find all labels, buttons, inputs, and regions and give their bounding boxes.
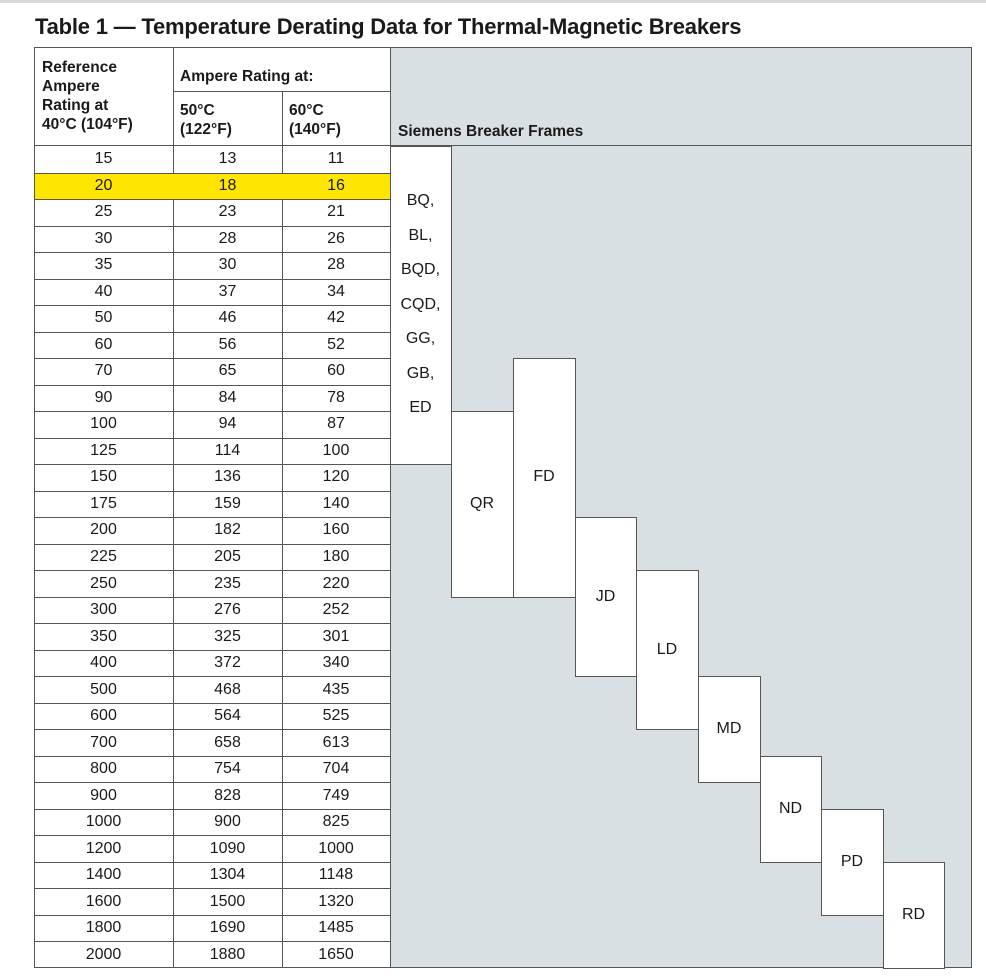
rating-60c-cell: 1148 bbox=[318, 866, 354, 884]
c50-header-line-2: (122°F) bbox=[180, 121, 232, 138]
bottom-border bbox=[34, 967, 972, 968]
ampere-rating-at-header: Ampere Rating at: bbox=[180, 68, 314, 85]
c60-header bbox=[289, 101, 384, 139]
rating-50c-cell: 1500 bbox=[209, 892, 246, 910]
right-border bbox=[971, 47, 972, 968]
row-rule bbox=[34, 438, 391, 439]
row-rule bbox=[34, 279, 391, 280]
rating-50c-cell: 159 bbox=[214, 494, 241, 512]
rating-60c-cell: 1485 bbox=[318, 919, 354, 937]
frame-label-line: JD bbox=[595, 587, 616, 605]
rating-50c-cell: 754 bbox=[214, 760, 241, 778]
rating-60c-cell: 120 bbox=[322, 468, 350, 486]
ref-rating-cell: 1400 bbox=[85, 866, 122, 884]
frame-label bbox=[390, 184, 451, 426]
rating-50c-cell: 1880 bbox=[209, 945, 246, 963]
rating-60c-cell: 42 bbox=[327, 309, 345, 327]
ref-rating-cell: 500 bbox=[90, 680, 117, 698]
ref-rating-cell: 40 bbox=[94, 282, 113, 300]
rating-60c-cell: 60 bbox=[327, 362, 345, 380]
row-rule bbox=[34, 941, 391, 942]
row-rule bbox=[34, 544, 391, 545]
rating-50c-cell: 56 bbox=[218, 335, 237, 353]
ref-rating-cell: 225 bbox=[90, 548, 117, 565]
c60-header-line-2: (140°F) bbox=[289, 121, 341, 138]
rating-60c-cell: 340 bbox=[322, 654, 350, 672]
rating-60c-cell: 613 bbox=[322, 733, 350, 751]
frame-label bbox=[760, 800, 821, 818]
row-rule bbox=[34, 676, 391, 677]
ref-rating-cell: 1600 bbox=[85, 892, 122, 910]
row-rule bbox=[34, 491, 391, 492]
rating-60c-cell: 26 bbox=[327, 229, 345, 247]
frame-label-line: ED bbox=[409, 399, 432, 417]
row-rule bbox=[34, 623, 391, 624]
c50-header-line-1: 50°C bbox=[180, 102, 215, 119]
frame-label-line: QR bbox=[470, 494, 494, 512]
ref-rating-cell: 600 bbox=[90, 707, 117, 725]
frame-label-line: BL, bbox=[408, 226, 433, 244]
ref-rating-cell: 200 bbox=[90, 521, 117, 539]
frame-label-line: ND bbox=[778, 799, 803, 817]
rating-60c-cell: 525 bbox=[322, 707, 350, 725]
row-rule bbox=[34, 835, 391, 836]
row-rule bbox=[34, 332, 391, 333]
frame-label-line: RD bbox=[901, 905, 926, 923]
ref-rating-cell: 60 bbox=[94, 335, 113, 353]
rating-60c-cell: 1000 bbox=[318, 839, 354, 857]
rating-60c-cell: 252 bbox=[322, 601, 350, 619]
ref-rating-cell: 1800 bbox=[85, 919, 122, 937]
frame-label bbox=[575, 588, 636, 606]
frame-label-line: GB, bbox=[406, 364, 435, 382]
rating-60c-cell: 11 bbox=[327, 150, 345, 168]
frame-label bbox=[636, 641, 698, 659]
ref-rating-cell: 150 bbox=[90, 468, 117, 486]
frame-label bbox=[698, 720, 760, 738]
rating-60c-cell: 87 bbox=[327, 415, 345, 433]
row-rule bbox=[34, 756, 391, 757]
rating-50c-cell: 94 bbox=[218, 415, 237, 433]
ref-rating-cell: 900 bbox=[90, 786, 117, 804]
row-rule bbox=[34, 173, 391, 174]
row-rule bbox=[34, 464, 391, 465]
ref-rating-cell: 400 bbox=[90, 654, 117, 672]
frame-label-line: BQD, bbox=[400, 261, 441, 279]
frame-label-line: LD bbox=[656, 640, 678, 658]
header-bottom-rule bbox=[34, 145, 972, 146]
ref-rating-cell: 700 bbox=[90, 733, 117, 751]
frame-label-line: BQ, bbox=[406, 192, 435, 210]
rating-50c-cell: 325 bbox=[214, 627, 241, 645]
ref-rating-cell: 125 bbox=[90, 441, 117, 459]
rating-50c-cell: 235 bbox=[214, 574, 241, 592]
rating-50c-cell: 13 bbox=[218, 150, 237, 168]
frame-label-line: CQD, bbox=[400, 295, 441, 313]
rating-60c-cell: 52 bbox=[327, 335, 345, 353]
rating-60c-cell: 21 bbox=[327, 203, 345, 221]
rating-60c-cell: 16 bbox=[327, 176, 345, 194]
row-rule bbox=[34, 888, 391, 889]
ref-rating-cell: 1200 bbox=[85, 839, 122, 857]
rating-50c-cell: 136 bbox=[214, 468, 241, 486]
ref-rating-cell: 100 bbox=[90, 415, 117, 433]
ref-rating-cell: 350 bbox=[90, 627, 117, 645]
ref-header-line-3: Rating at bbox=[42, 97, 109, 114]
ref-rating-cell: 35 bbox=[94, 256, 113, 274]
ref-rating-cell: 1000 bbox=[85, 813, 122, 831]
rating-50c-cell: 84 bbox=[218, 388, 237, 406]
c50-header bbox=[180, 101, 275, 139]
ref-rating-cell: 25 bbox=[94, 203, 113, 221]
rating-60c-cell: 749 bbox=[322, 786, 350, 804]
rating-50c-cell: 1690 bbox=[209, 919, 246, 937]
rating-60c-cell: 140 bbox=[322, 494, 350, 512]
rating-50c-cell: 46 bbox=[218, 309, 237, 327]
ref-rating-cell: 30 bbox=[94, 229, 113, 247]
ref-rating-cell: 300 bbox=[90, 601, 117, 619]
rating-60c-cell: 1650 bbox=[318, 945, 354, 963]
rating-60c-cell: 28 bbox=[327, 256, 345, 274]
c60-header-line-1: 60°C bbox=[289, 102, 324, 119]
frame-label bbox=[513, 468, 575, 486]
rating-60c-cell: 100 bbox=[322, 441, 350, 459]
rating-50c-cell: 37 bbox=[218, 282, 237, 300]
ref-rating-cell: 175 bbox=[90, 494, 117, 512]
frame-label-line: GG, bbox=[405, 330, 436, 348]
rating-50c-cell: 205 bbox=[214, 548, 241, 565]
row-rule bbox=[34, 252, 391, 253]
row-rule bbox=[34, 597, 391, 598]
row-rule bbox=[34, 862, 391, 863]
ref-rating-cell: 250 bbox=[90, 574, 117, 592]
row-rule bbox=[34, 385, 391, 386]
frame-label-line: FD bbox=[533, 468, 555, 486]
rating-50c-cell: 18 bbox=[218, 176, 237, 194]
rating-60c-cell: 704 bbox=[322, 760, 350, 778]
header-top-rule bbox=[34, 47, 972, 48]
rating-50c-cell: 658 bbox=[214, 733, 241, 751]
row-rule bbox=[34, 729, 391, 730]
row-rule bbox=[34, 570, 391, 571]
ref-header-line-1: Reference bbox=[42, 59, 117, 76]
row-rule bbox=[34, 226, 391, 227]
rating-60c-cell: 220 bbox=[322, 574, 350, 592]
rating-60c-cell: 160 bbox=[322, 521, 350, 539]
rating-50c-cell: 182 bbox=[214, 521, 241, 539]
frame-label-line: MD bbox=[716, 720, 742, 738]
row-rule bbox=[34, 199, 391, 200]
row-rule bbox=[34, 358, 391, 359]
rating-60c-cell: 78 bbox=[327, 388, 345, 406]
frames-header: Siemens Breaker Frames bbox=[398, 123, 584, 140]
ref-col-header bbox=[42, 58, 167, 134]
ref-rating-cell: 50 bbox=[94, 309, 113, 327]
rating-60c-cell: 1320 bbox=[318, 892, 354, 910]
row-rule bbox=[34, 915, 391, 916]
rating-50c-cell: 372 bbox=[214, 654, 241, 672]
ref-header-line-2: Ampere bbox=[42, 78, 100, 95]
rating-50c-cell: 30 bbox=[218, 256, 237, 274]
row-rule bbox=[34, 305, 391, 306]
ref-rating-cell: 20 bbox=[94, 176, 113, 194]
row-rule bbox=[34, 411, 391, 412]
rating-60c-cell: 180 bbox=[322, 548, 350, 565]
rating-50c-cell: 28 bbox=[218, 229, 237, 247]
rating-50c-cell: 114 bbox=[214, 441, 241, 459]
rating-60c-cell: 34 bbox=[327, 282, 345, 300]
rating-60c-cell: 435 bbox=[322, 680, 350, 698]
rating-50c-cell: 1090 bbox=[209, 839, 246, 857]
frame-label bbox=[883, 906, 944, 924]
row-rule bbox=[34, 703, 391, 704]
row-rule bbox=[34, 782, 391, 783]
frame-label bbox=[451, 495, 513, 513]
rating-50c-cell: 1304 bbox=[209, 866, 246, 884]
rating-50c-cell: 276 bbox=[214, 601, 241, 619]
ref-rating-cell: 15 bbox=[94, 150, 113, 168]
row-rule bbox=[34, 517, 391, 518]
rating-50c-cell: 65 bbox=[218, 362, 237, 380]
frame-label-line: PD bbox=[840, 852, 864, 870]
ref-rating-cell: 70 bbox=[94, 362, 113, 380]
ref-rating-cell: 800 bbox=[90, 760, 117, 778]
frame-label bbox=[821, 853, 883, 871]
rating-50c-cell: 468 bbox=[214, 680, 241, 698]
row-rule bbox=[34, 809, 391, 810]
rating-60c-cell: 301 bbox=[322, 627, 350, 645]
ref-header-line-4: 40°C (104°F) bbox=[42, 116, 133, 133]
ref-rating-cell: 2000 bbox=[85, 945, 122, 963]
row-rule bbox=[34, 650, 391, 651]
rating-60c-cell: 825 bbox=[322, 813, 350, 831]
rating-50c-cell: 23 bbox=[218, 203, 237, 221]
rating-50c-cell: 828 bbox=[214, 786, 241, 804]
rating-50c-cell: 900 bbox=[214, 813, 241, 831]
table-title: Table 1 — Temperature Derating Data for Thermal-Magnetic Breakers bbox=[35, 14, 742, 39]
rating-50c-cell: 564 bbox=[214, 707, 241, 725]
ref-rating-cell: 90 bbox=[94, 388, 113, 406]
